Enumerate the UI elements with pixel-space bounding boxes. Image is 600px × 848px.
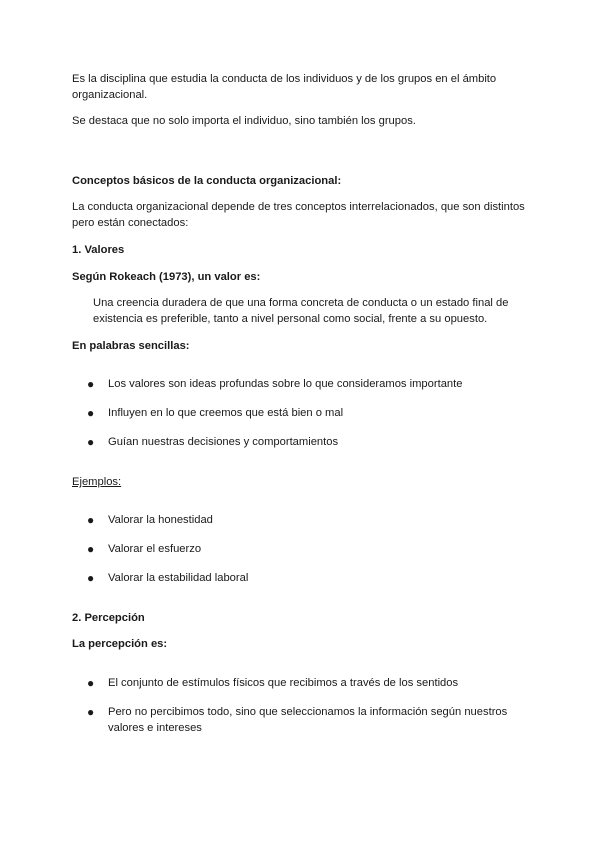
- simple-heading: En palabras sencillas:: [72, 340, 190, 352]
- list-item: [87, 704, 527, 736]
- conceptos-intro: La conducta organizacional depende de tres conceptos interrelacionados, que son distintos pero están conectados:: [72, 201, 525, 229]
- list-item-text: El conjunto de estímulos físicos que recibimos a través de los sentidos: [108, 677, 459, 689]
- list-item-text: Valorar la honestidad: [108, 514, 213, 526]
- bullet-icon: ●: [87, 705, 95, 719]
- list-item-text: Valorar el esfuerzo: [108, 543, 202, 555]
- conceptos-heading: Conceptos básicos de la conducta organizacional:: [72, 175, 342, 187]
- list-item-text: Valorar la estabilidad laboral: [108, 572, 249, 584]
- list-item: [87, 675, 527, 691]
- list-item: [87, 512, 527, 528]
- bullet-icon: ●: [87, 377, 95, 391]
- bullet-icon: ●: [87, 435, 95, 449]
- rokeach-quote: Una creencia duradera de que una forma concreta de conducta o un estado final de existencia es preferible, tanto a nivel personal como social, frente a su opuesto.: [93, 297, 509, 325]
- bullet-icon: ●: [87, 542, 95, 556]
- list-item: [87, 541, 527, 557]
- list-item: [87, 434, 527, 450]
- examples-heading: Ejemplos:: [72, 476, 122, 488]
- list-item-text: Guían nuestras decisiones y comportamientos: [108, 436, 339, 448]
- list-item: [87, 405, 527, 421]
- intro-paragraph-2: Se destaca que no solo importa el individuo, sino también los grupos.: [72, 115, 416, 127]
- valores-heading: 1. Valores: [72, 244, 125, 256]
- list-item-text: Los valores son ideas profundas sobre lo que consideramos importante: [108, 378, 463, 390]
- list-item: [87, 376, 527, 392]
- list-item: [87, 570, 527, 586]
- bullet-icon: ●: [87, 406, 95, 420]
- valores-definition-heading: Según Rokeach (1973), un valor es:: [72, 271, 261, 283]
- bullet-icon: ●: [87, 571, 95, 585]
- intro-paragraph-1: Es la disciplina que estudia la conducta de los individuos y de los grupos en el ámbito organizacional.: [72, 73, 497, 101]
- bullet-icon: ●: [87, 513, 95, 527]
- list-item-text: Pero no percibimos todo, sino que seleccionamos la información según nuestros valores e intereses: [108, 706, 508, 734]
- list-item-text: Influyen en lo que creemos que está bien o mal: [108, 407, 344, 419]
- percepcion-definition-heading: La percepción es:: [72, 638, 168, 650]
- percepcion-heading: 2. Percepción: [72, 612, 145, 624]
- bullet-icon: ●: [87, 676, 95, 690]
